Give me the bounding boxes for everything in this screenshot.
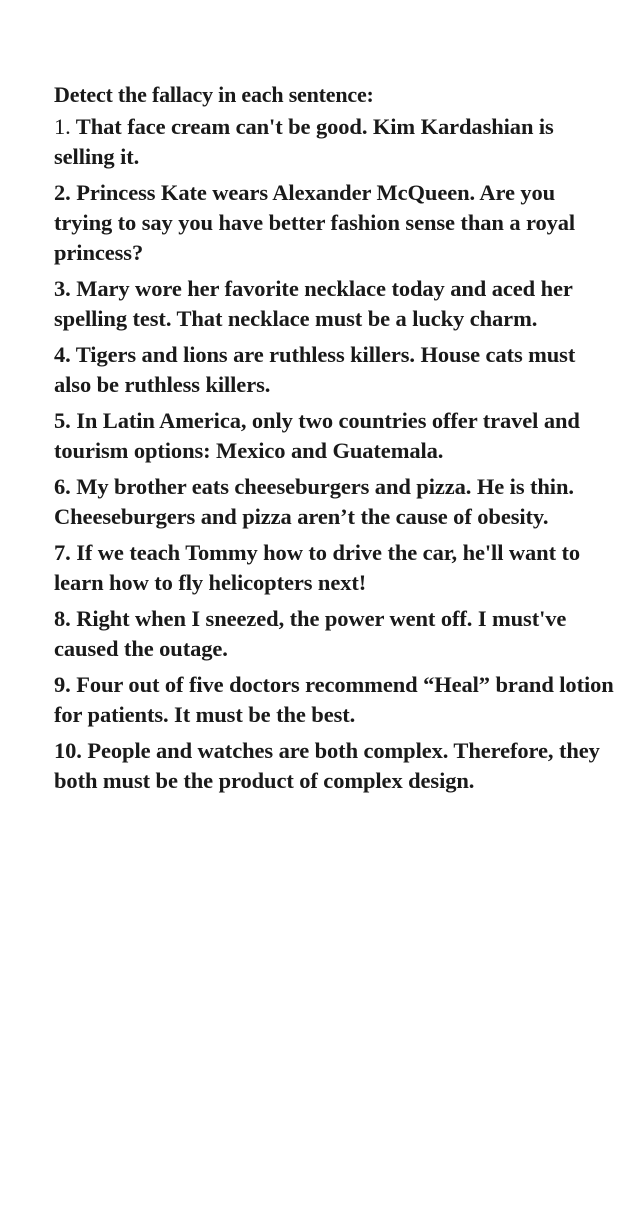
list-item-6 — [54, 472, 614, 532]
item-text: My brother eats cheeseburgers and pizza. He is thin. Cheeseburgers and pizza aren’t the cause of obesity. — [54, 474, 574, 529]
item-text: People and watches are both complex. Therefore, they both must be the product of complex design. — [54, 738, 600, 793]
worksheet — [54, 80, 614, 802]
item-text: Princess Kate wears Alexander McQueen. Are you trying to say you have better fashion sense than a royal princess? — [54, 180, 576, 265]
item-number: 5. — [54, 408, 71, 433]
list-item-5 — [54, 406, 614, 466]
item-number: 2. — [54, 180, 71, 205]
item-number: 3. — [54, 276, 71, 301]
item-text: Right when I sneezed, the power went off. I must've caused the outage. — [54, 606, 567, 661]
item-text: Four out of five doctors recommend “Heal” brand lotion for patients. It must be the best. — [54, 672, 614, 727]
list-item-3 — [54, 274, 614, 334]
list-item-10 — [54, 736, 614, 796]
item-text: That face cream can't be good. Kim Kardashian is selling it. — [54, 114, 554, 169]
list-item-1 — [54, 112, 614, 172]
item-number: 4. — [54, 342, 71, 367]
item-number: 8. — [54, 606, 71, 631]
item-number: 1. — [54, 114, 71, 139]
item-number: 6. — [54, 474, 71, 499]
item-text: Tigers and lions are ruthless killers. House cats must also be ruthless killers. — [54, 342, 576, 397]
item-number: 10. — [54, 738, 82, 763]
item-number: 9. — [54, 672, 71, 697]
worksheet-heading: Detect the fallacy in each sentence: — [54, 82, 374, 107]
item-text: If we teach Tommy how to drive the car, he'll want to learn how to fly helicopters next! — [54, 540, 581, 595]
item-number: 7. — [54, 540, 71, 565]
item-text: In Latin America, only two countries offer travel and tourism options: Mexico and Guatemala. — [54, 408, 580, 463]
item-text: Mary wore her favorite necklace today and aced her spelling test. That necklace must be a lucky charm. — [54, 276, 573, 331]
list-item-9 — [54, 670, 614, 730]
list-item-8 — [54, 604, 614, 664]
list-item-2 — [54, 178, 614, 268]
list-item-7 — [54, 538, 614, 598]
list-item-4 — [54, 340, 614, 400]
